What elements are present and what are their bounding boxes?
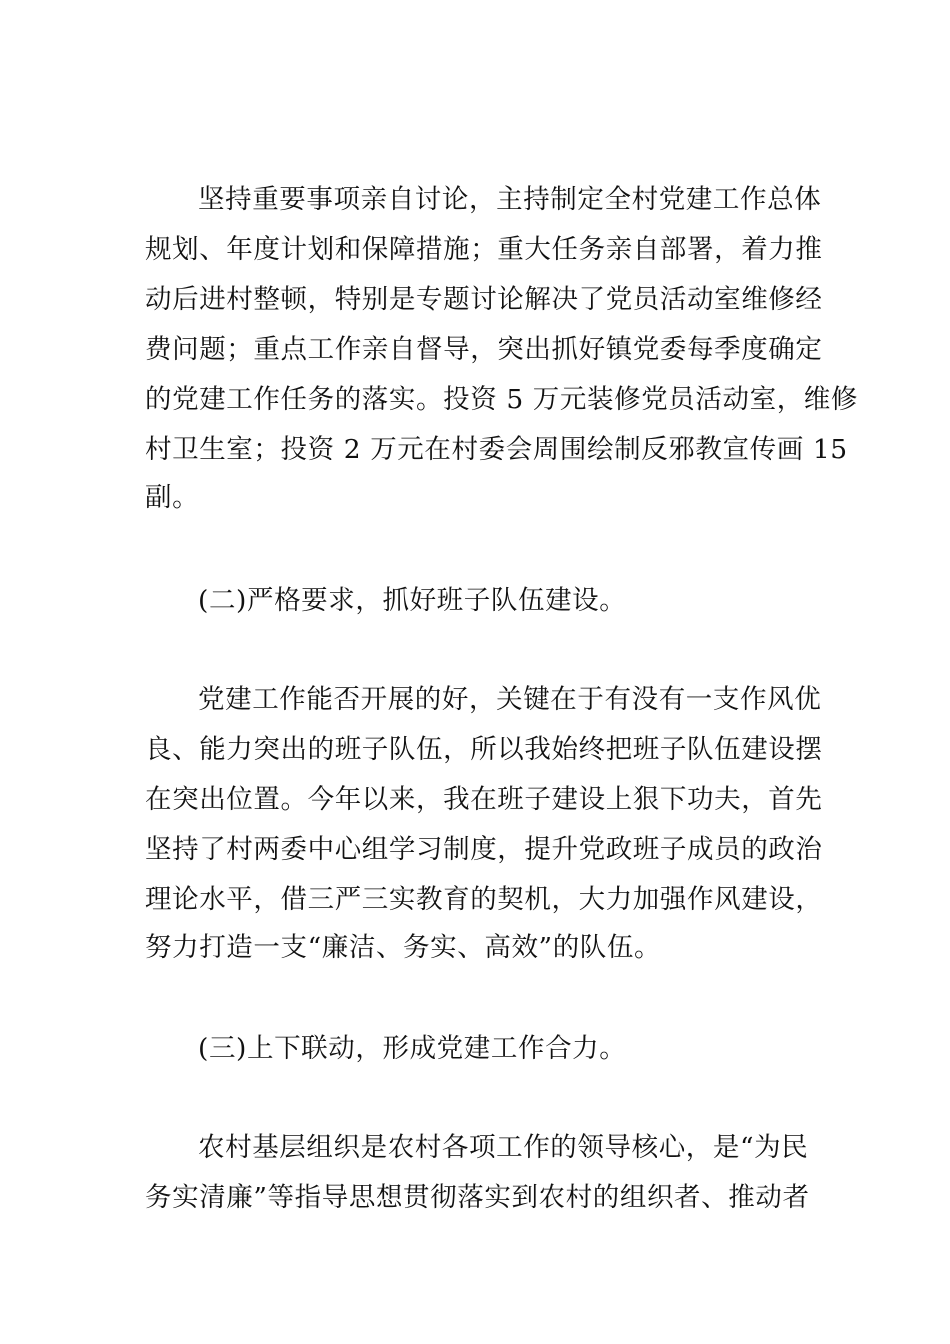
paragraph-1-line-5: 的党建工作任务的落实。投资 5 万元装修党员活动室，维修 (145, 384, 859, 415)
paragraph-1-line-3: 动后进村整顿，特别是专题讨论解决了党员活动室维修经 (145, 284, 823, 315)
paragraph-3-line-2: 务实清廉”等指导思想贯彻落实到农村的组织者、推动者 (145, 1182, 810, 1213)
paragraph-1-line-2: 规划、年度计划和保障措施；重大任务亲自部署，着力推 (145, 234, 823, 265)
paragraph-1-line-1: 坚持重要事项亲自讨论，主持制定全村党建工作总体 (198, 184, 822, 215)
section-heading-2: (二)严格要求，抓好班子队伍建设。 (198, 585, 627, 616)
paragraph-1-line-6: 村卫生室；投资 2 万元在村委会周围绘制反邪教宣传画 15 (145, 434, 848, 465)
paragraph-2-line-3: 在突出位置。今年以来，我在班子建设上狠下功夫，首先 (145, 784, 823, 815)
paragraph-2-line-6: 努力打造一支“廉洁、务实、高效”的队伍。 (145, 932, 662, 963)
paragraph-1-line-4: 费问题；重点工作亲自督导，突出抓好镇党委每季度确定 (145, 334, 823, 365)
paragraph-1-line-7: 副。 (145, 482, 200, 513)
paragraph-3-line-1: 农村基层组织是农村各项工作的领导核心，是“为民 (198, 1132, 809, 1163)
paragraph-2-line-2: 良、能力突出的班子队伍，所以我始终把班子队伍建设摆 (145, 734, 823, 765)
paragraph-2-line-4: 坚持了村两委中心组学习制度，提升党政班子成员的政治 (145, 834, 823, 865)
paragraph-2-line-5: 理论水平，借三严三实教育的契机，大力加强作风建设， (145, 884, 823, 915)
section-heading-3: (三)上下联动，形成党建工作合力。 (198, 1033, 627, 1064)
paragraph-2-line-1: 党建工作能否开展的好，关键在于有没有一支作风优 (198, 684, 822, 715)
